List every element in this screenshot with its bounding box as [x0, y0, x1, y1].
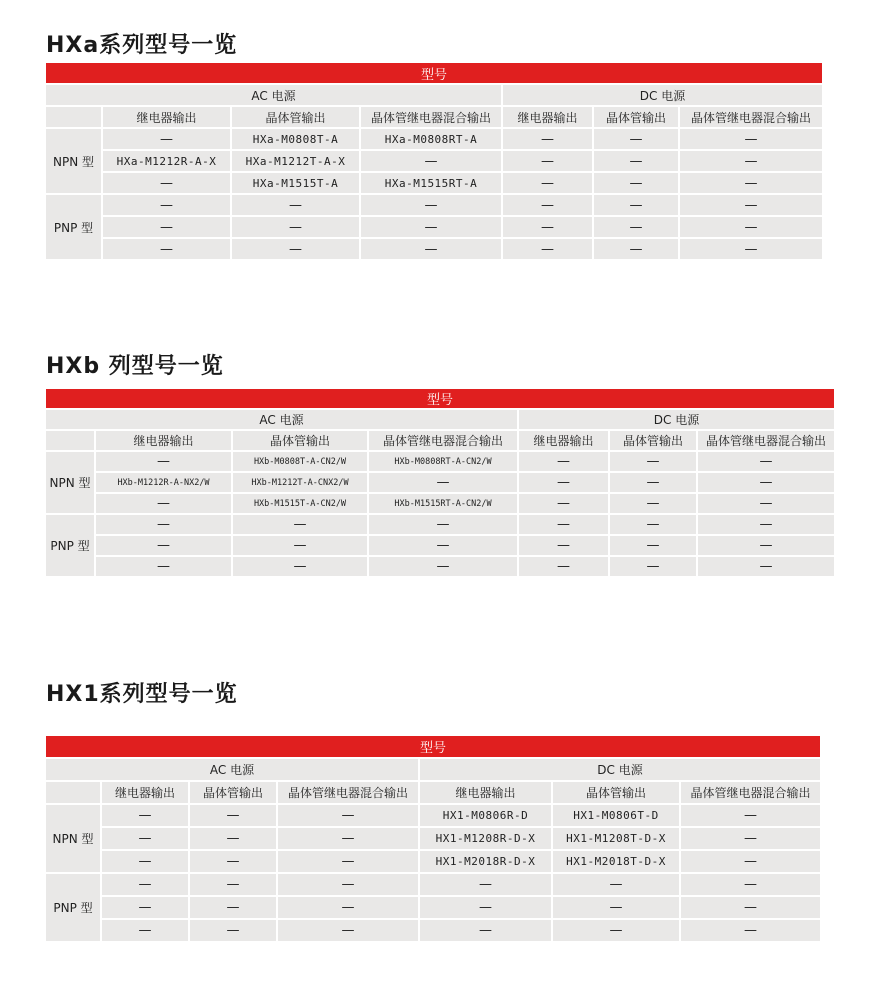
- group-label-pnp: PNP 型: [46, 515, 94, 576]
- table-cell: HXb-M1212R-A-NX2/W: [96, 473, 231, 492]
- table-cell: —: [103, 129, 230, 149]
- table-cell: —: [369, 557, 517, 576]
- corner-cell: [46, 107, 101, 127]
- table-cell: HXa-M0808T-A: [232, 129, 359, 149]
- table-cell: —: [278, 897, 418, 918]
- table-cell: —: [420, 920, 551, 941]
- table-row: [46, 173, 822, 193]
- table-cell: —: [594, 195, 678, 215]
- column-header: 晶体管输出: [610, 431, 696, 450]
- table-cell: HXb-M1212T-A-CNX2/W: [233, 473, 367, 492]
- table-row: [46, 494, 834, 513]
- table-cell: —: [96, 494, 231, 513]
- table-cell: —: [103, 217, 230, 237]
- table-cell: HXa-M0808RT-A: [361, 129, 501, 149]
- table-cell: —: [96, 515, 231, 534]
- table-cell: HX1-M2018T-D-X: [553, 851, 679, 872]
- table-cell: —: [594, 151, 678, 171]
- table-cell: —: [233, 515, 367, 534]
- table-cell: HX1-M0806R-D: [420, 805, 551, 826]
- column-header: 晶体管继电器混合输出: [278, 782, 418, 803]
- column-header: 晶体管继电器混合输出: [369, 431, 517, 450]
- table-cell: —: [681, 828, 820, 849]
- table-cell: —: [519, 494, 608, 513]
- table-cell: —: [610, 473, 696, 492]
- table-row: [46, 805, 820, 826]
- table-cell: —: [610, 452, 696, 471]
- header-model: 型号: [46, 736, 820, 757]
- table-cell: —: [102, 874, 188, 895]
- table-cell: —: [102, 920, 188, 941]
- section-title: HXa系列型号一览: [46, 33, 238, 58]
- table-row: [46, 195, 822, 215]
- table-cell: —: [232, 195, 359, 215]
- table-cell: —: [680, 151, 822, 171]
- table-cell: —: [698, 515, 834, 534]
- table-cell: —: [278, 828, 418, 849]
- table-cell: —: [680, 129, 822, 149]
- table-cell: —: [369, 473, 517, 492]
- table-cell: —: [278, 920, 418, 941]
- table-cell: —: [594, 173, 678, 193]
- column-header: 晶体管输出: [232, 107, 359, 127]
- table-row: [46, 897, 820, 918]
- table-cell: —: [190, 805, 276, 826]
- table-cell: —: [503, 173, 592, 193]
- table-cell: —: [698, 473, 834, 492]
- column-header: 继电器输出: [503, 107, 592, 127]
- table-cell: —: [610, 536, 696, 555]
- column-header: 继电器输出: [519, 431, 608, 450]
- table-row: [46, 851, 820, 872]
- table-cell: —: [102, 828, 188, 849]
- corner-cell: [46, 431, 94, 450]
- table-cell: —: [102, 805, 188, 826]
- table-cell: —: [610, 557, 696, 576]
- table-cell: —: [680, 173, 822, 193]
- table-cell: —: [519, 536, 608, 555]
- table-cell: —: [369, 536, 517, 555]
- table-cell: —: [190, 920, 276, 941]
- table-cell: —: [610, 494, 696, 513]
- table-cell: HXa-M1515T-A: [232, 173, 359, 193]
- table-cell: HXb-M1515RT-A-CN2/W: [369, 494, 517, 513]
- table-cell: —: [190, 828, 276, 849]
- column-header: 晶体管继电器混合输出: [698, 431, 834, 450]
- table-cell: HXb-M1515T-A-CN2/W: [233, 494, 367, 513]
- group-label-pnp: PNP 型: [46, 195, 101, 259]
- column-header: 继电器输出: [102, 782, 188, 803]
- table-cell: —: [369, 515, 517, 534]
- group-label-npn: NPN 型: [46, 129, 101, 193]
- table-cell: —: [681, 851, 820, 872]
- table-cell: —: [503, 195, 592, 215]
- table-cell: —: [594, 217, 678, 237]
- table-cell: HXa-M1515RT-A: [361, 173, 501, 193]
- table-cell: —: [594, 239, 678, 259]
- table-row: [46, 473, 834, 492]
- table-cell: —: [680, 217, 822, 237]
- table-row: [46, 217, 822, 237]
- model-table: [44, 734, 822, 943]
- column-header: 晶体管输出: [594, 107, 678, 127]
- table-cell: —: [680, 239, 822, 259]
- table-cell: —: [680, 195, 822, 215]
- header-model: 型号: [46, 389, 834, 408]
- table-cell: —: [681, 897, 820, 918]
- table-cell: HXa-M1212T-A-X: [232, 151, 359, 171]
- table-cell: —: [278, 805, 418, 826]
- table-cell: —: [519, 473, 608, 492]
- ac-power-header: AC 电源: [46, 85, 501, 105]
- table-row: [46, 515, 834, 534]
- table-cell: —: [361, 217, 501, 237]
- table-row: [46, 239, 822, 259]
- table-cell: —: [698, 452, 834, 471]
- column-header: 晶体管继电器混合输出: [680, 107, 822, 127]
- table-cell: —: [233, 557, 367, 576]
- table-cell: —: [681, 805, 820, 826]
- table-cell: HX1-M2018R-D-X: [420, 851, 551, 872]
- table-cell: —: [420, 897, 551, 918]
- table-cell: —: [232, 217, 359, 237]
- dc-power-header: DC 电源: [420, 759, 820, 780]
- table-row: [46, 151, 822, 171]
- column-header: 继电器输出: [96, 431, 231, 450]
- table-cell: —: [519, 557, 608, 576]
- table-cell: —: [190, 897, 276, 918]
- table-cell: —: [503, 151, 592, 171]
- table-cell: —: [553, 897, 679, 918]
- table-cell: —: [103, 173, 230, 193]
- table-cell: —: [361, 239, 501, 259]
- table-row: [46, 557, 834, 576]
- group-label-npn: NPN 型: [46, 452, 94, 513]
- table-row: [46, 129, 822, 149]
- table-cell: —: [233, 536, 367, 555]
- table-cell: —: [278, 874, 418, 895]
- column-header: 晶体管继电器混合输出: [361, 107, 501, 127]
- model-table: [44, 387, 836, 578]
- table-cell: —: [503, 239, 592, 259]
- table-cell: —: [698, 494, 834, 513]
- ac-power-header: AC 电源: [46, 410, 517, 429]
- table-cell: —: [190, 851, 276, 872]
- table-cell: —: [103, 239, 230, 259]
- table-cell: —: [681, 920, 820, 941]
- table-cell: —: [102, 897, 188, 918]
- table-cell: HX1-M1208R-D-X: [420, 828, 551, 849]
- table-row: [46, 536, 834, 555]
- table-cell: —: [681, 874, 820, 895]
- table-cell: —: [698, 557, 834, 576]
- column-header: 继电器输出: [420, 782, 551, 803]
- table-cell: —: [610, 515, 696, 534]
- table-row: [46, 452, 834, 471]
- table-row: [46, 874, 820, 895]
- group-label-npn: NPN 型: [46, 805, 100, 872]
- column-header: 继电器输出: [103, 107, 230, 127]
- column-header: 晶体管输出: [190, 782, 276, 803]
- table-cell: —: [96, 452, 231, 471]
- section-title: HXb 列型号一览: [46, 354, 224, 379]
- table-cell: —: [278, 851, 418, 872]
- table-cell: HX1-M0806T-D: [553, 805, 679, 826]
- column-header: 晶体管继电器混合输出: [681, 782, 820, 803]
- header-model: 型号: [46, 63, 822, 83]
- table-row: [46, 920, 820, 941]
- table-cell: —: [594, 129, 678, 149]
- table-cell: —: [519, 452, 608, 471]
- dc-power-header: DC 电源: [503, 85, 822, 105]
- table-row: [46, 828, 820, 849]
- table-cell: —: [420, 874, 551, 895]
- table-cell: —: [96, 557, 231, 576]
- ac-power-header: AC 电源: [46, 759, 418, 780]
- table-cell: —: [103, 195, 230, 215]
- table-cell: —: [232, 239, 359, 259]
- table-cell: —: [503, 129, 592, 149]
- table-cell: —: [553, 874, 679, 895]
- table-cell: —: [519, 515, 608, 534]
- table-cell: —: [96, 536, 231, 555]
- column-header: 晶体管输出: [553, 782, 679, 803]
- table-cell: —: [698, 536, 834, 555]
- corner-cell: [46, 782, 100, 803]
- table-cell: —: [503, 217, 592, 237]
- group-label-pnp: PNP 型: [46, 874, 100, 941]
- table-cell: —: [361, 151, 501, 171]
- dc-power-header: DC 电源: [519, 410, 834, 429]
- table-cell: —: [190, 874, 276, 895]
- table-cell: —: [361, 195, 501, 215]
- table-cell: HXa-M1212R-A-X: [103, 151, 230, 171]
- section-title: HX1系列型号一览: [46, 682, 238, 707]
- table-cell: —: [102, 851, 188, 872]
- table-cell: HXb-M0808T-A-CN2/W: [233, 452, 367, 471]
- table-cell: HXb-M0808RT-A-CN2/W: [369, 452, 517, 471]
- model-table: [44, 61, 824, 261]
- table-cell: HX1-M1208T-D-X: [553, 828, 679, 849]
- column-header: 晶体管输出: [233, 431, 367, 450]
- table-cell: —: [553, 920, 679, 941]
